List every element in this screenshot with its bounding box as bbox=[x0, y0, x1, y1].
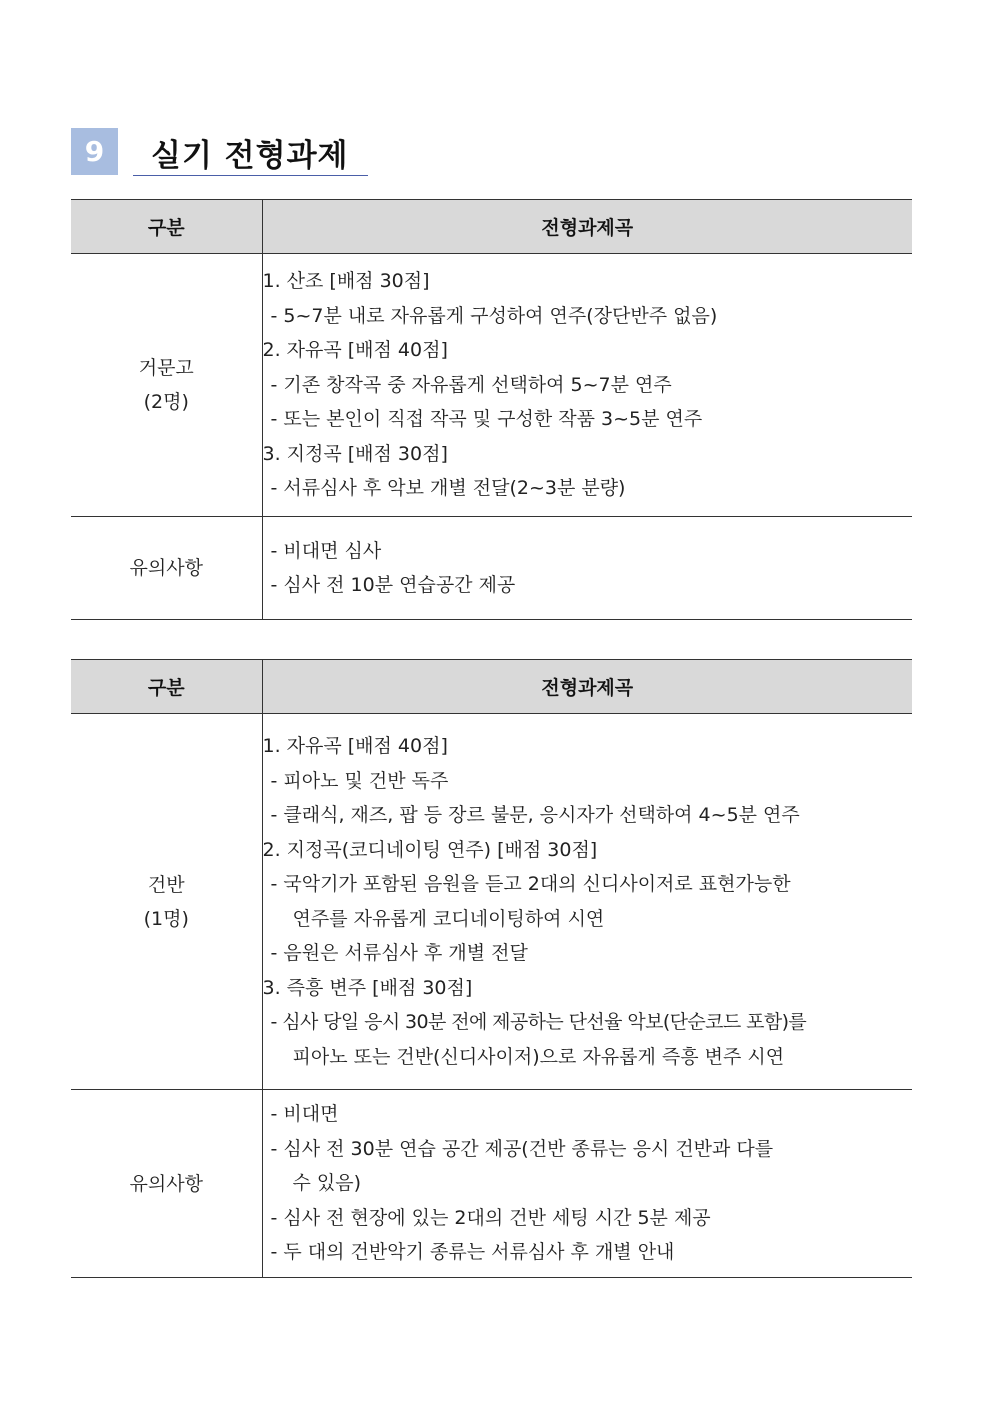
table-row bbox=[71, 517, 912, 620]
exam-table-keyboard bbox=[71, 659, 912, 1278]
task-item-title: 1. 자유곡 [배점 40점] bbox=[262, 735, 448, 757]
section-number-badge: 9 bbox=[71, 128, 118, 175]
section-title-underline bbox=[133, 175, 368, 176]
task-item-detail: - 국악기가 포함된 음원을 듣고 2대의 신디사이저로 표현가능한 bbox=[270, 873, 791, 895]
category-name: 유의사항 bbox=[129, 557, 203, 579]
section-title: 실기 전형과제 bbox=[151, 138, 349, 174]
task-item-detail: - 또는 본인이 직접 작곡 및 구성한 작품 3~5분 연주 bbox=[270, 408, 703, 431]
row-tasks bbox=[262, 254, 912, 517]
task-item-title: 3. 즉흥 변주 [배점 30점] bbox=[262, 976, 473, 999]
task-item-detail: - 5~7분 내로 자유롭게 구성하여 연주(장단반주 없음) bbox=[270, 304, 718, 327]
note-item: - 심사 전 현장에 있는 2대의 건반 세팅 시간 5분 제공 bbox=[270, 1206, 711, 1229]
task-item-title: 2. 지정곡(코디네이팅 연주) [배점 30점] bbox=[262, 838, 598, 861]
header-category: 구분 bbox=[71, 200, 262, 254]
category-name: 유의사항 bbox=[129, 1172, 203, 1195]
note-item: - 두 대의 건반악기 종류는 서류심사 후 개별 안내 bbox=[270, 1241, 675, 1264]
row-category bbox=[71, 714, 262, 1090]
category-name: 건반 bbox=[147, 873, 185, 896]
task-item-title: 3. 지정곡 [배점 30점] bbox=[262, 442, 448, 465]
header-category: 구분 bbox=[71, 660, 262, 714]
table-header-row bbox=[71, 660, 912, 714]
task-item-detail: - 클래식, 재즈, 팝 등 장르 불문, 응시자가 선택하여 4~5분 연주 bbox=[270, 804, 800, 826]
table-row bbox=[71, 714, 912, 1090]
category-name: 거문고 bbox=[138, 357, 194, 379]
task-item-detail-continued: 연주를 자유롭게 코디네이팅하여 시연 bbox=[292, 907, 605, 930]
section-heading bbox=[71, 128, 371, 178]
exam-table-geomungo bbox=[71, 199, 912, 620]
note-item: - 비대면 심사 bbox=[270, 539, 382, 562]
task-item-detail-continued: 피아노 또는 건반(신디사이저)으로 자유롭게 즉흥 변주 시연 bbox=[292, 1045, 785, 1068]
row-category bbox=[71, 517, 262, 620]
table-header-row bbox=[71, 200, 912, 254]
note-item-continued: 수 있음) bbox=[292, 1172, 362, 1195]
table-row bbox=[71, 254, 912, 517]
row-category bbox=[71, 1090, 262, 1278]
header-task: 전형과제곡 bbox=[262, 660, 912, 714]
header-task: 전형과제곡 bbox=[262, 200, 912, 254]
row-category bbox=[71, 254, 262, 517]
table-row bbox=[71, 1090, 912, 1278]
task-item-detail: - 서류심사 후 악보 개별 전달(2~3분 분량) bbox=[270, 477, 626, 500]
task-item-detail: - 기존 창작곡 중 자유롭게 선택하여 5~7분 연주 bbox=[270, 373, 672, 396]
task-item-detail: - 피아노 및 건반 독주 bbox=[270, 769, 449, 792]
category-count: (1명) bbox=[143, 907, 189, 930]
row-notes bbox=[262, 1090, 912, 1278]
category-count: (2명) bbox=[143, 391, 189, 413]
note-item: - 심사 전 30분 연습 공간 제공(건반 종류는 응시 건반과 다를 bbox=[270, 1137, 774, 1160]
row-notes bbox=[262, 517, 912, 620]
note-item: - 비대면 bbox=[270, 1103, 339, 1126]
task-item-detail: - 심사 당일 응시 30분 전에 제공하는 단선율 악보(단순코드 포함)를 bbox=[270, 1011, 807, 1033]
row-tasks bbox=[262, 714, 912, 1090]
task-item-title: 1. 산조 [배점 30점] bbox=[262, 270, 430, 293]
task-item-title: 2. 자유곡 [배점 40점] bbox=[262, 339, 448, 362]
task-item-detail: - 음원은 서류심사 후 개별 전달 bbox=[270, 942, 528, 964]
note-item: - 심사 전 10분 연습공간 제공 bbox=[270, 574, 516, 596]
